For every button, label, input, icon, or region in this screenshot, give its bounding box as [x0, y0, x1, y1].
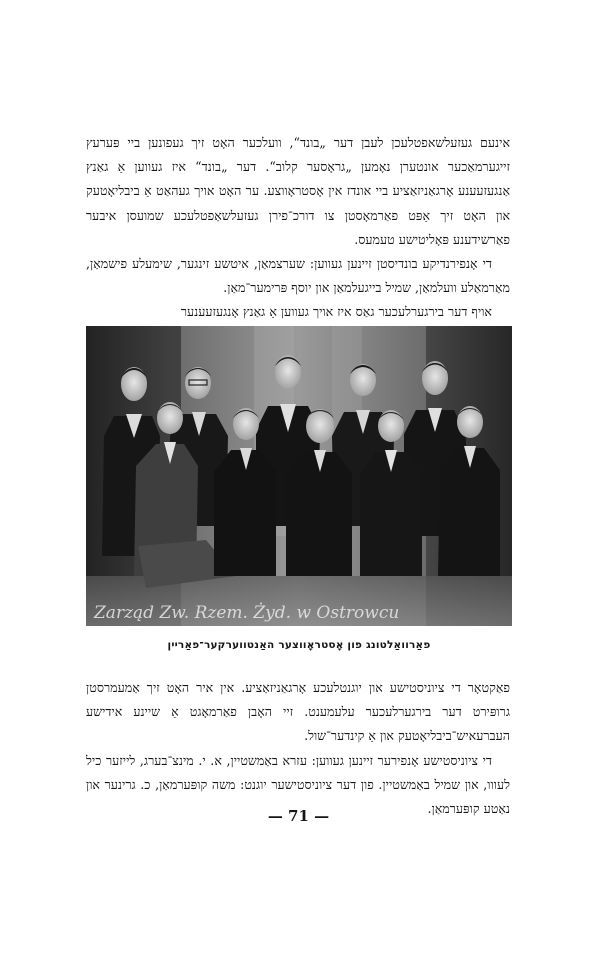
paragraph-bourgeois-street: אויף דער בירגערלעכער גאַס איז אויך געווען אַ גאַנץ אָנגעזעענער: [180, 304, 492, 320]
top-text-block: [86, 131, 510, 325]
page-number: — 71 —: [267, 807, 330, 825]
paragraph-bund: אינעם געזעלשאפטלעכן לעבן דער „בונד“, וועלכער האָט זיך געפונען ביי פּערעץ זייגערמאַכער אונטערן נאָמען „גראָסער קלוב“. דער „בונד“ איז געווען אַ גאַנץ אַנגעזעענע אָרגאַניזאַציע ביי אונדז אין אָסטראָווצע. ער האָט אויך געהאַט אַ ביבליאָטעק און האָט זיך אַפּט פאַרמאָסטן צו דורכ־פירן געזעלשאַפטלעכע שמועסן איבער פאַרשידענע פּאָליטישע טעמעס.: [86, 135, 510, 247]
group-photograph: [86, 326, 512, 626]
paragraph-zionist-leaders: די ציוניסטישע אָנפירער זיינען געווען: עזרא באַמשטיין, א. י. מינצ־בערג, לייזער כיל לעווו, און שמיל באַמשטיין. פון דער ציוניסטישער יוגנט: משה קופּערמאַן, כ. גרינער און נאַטע קופּערמאַן.: [86, 752, 510, 817]
paragraph-zionist-organization: פאַקטאָר די ציוניסטישע און יוגנטלעכע אָרגאַניזאַציע. אין איר האָט זיך אַמעמרסטן גרופּירט דער בירגערלעכער עלעמענט. זיי האָבן פאַרמאָגט אַ שיינע אידישע העברעאיש־ביבליאָטעק און אַ קינדער־שול.: [86, 680, 510, 744]
paragraph-bundist-leaders: די אָנפירנדיקע בונדיסטן זיינען געווען: שערצמאַן, איטשע זינגער, שימעלע פישמאַן, מאַרמאַלע וועלמאַן, שמיל בייגעלמאַן און יוסף פּרימער־מאַן.: [86, 256, 510, 296]
photo-caption: פאַרוואַלטונג פון אָסטראָווצער האַנטווערקער־פאַריין: [167, 639, 431, 651]
photo-inscription: Zarząd Zw. Rzem. Żyd. w Ostrowcu: [94, 603, 400, 623]
bottom-text-block: [86, 676, 510, 821]
